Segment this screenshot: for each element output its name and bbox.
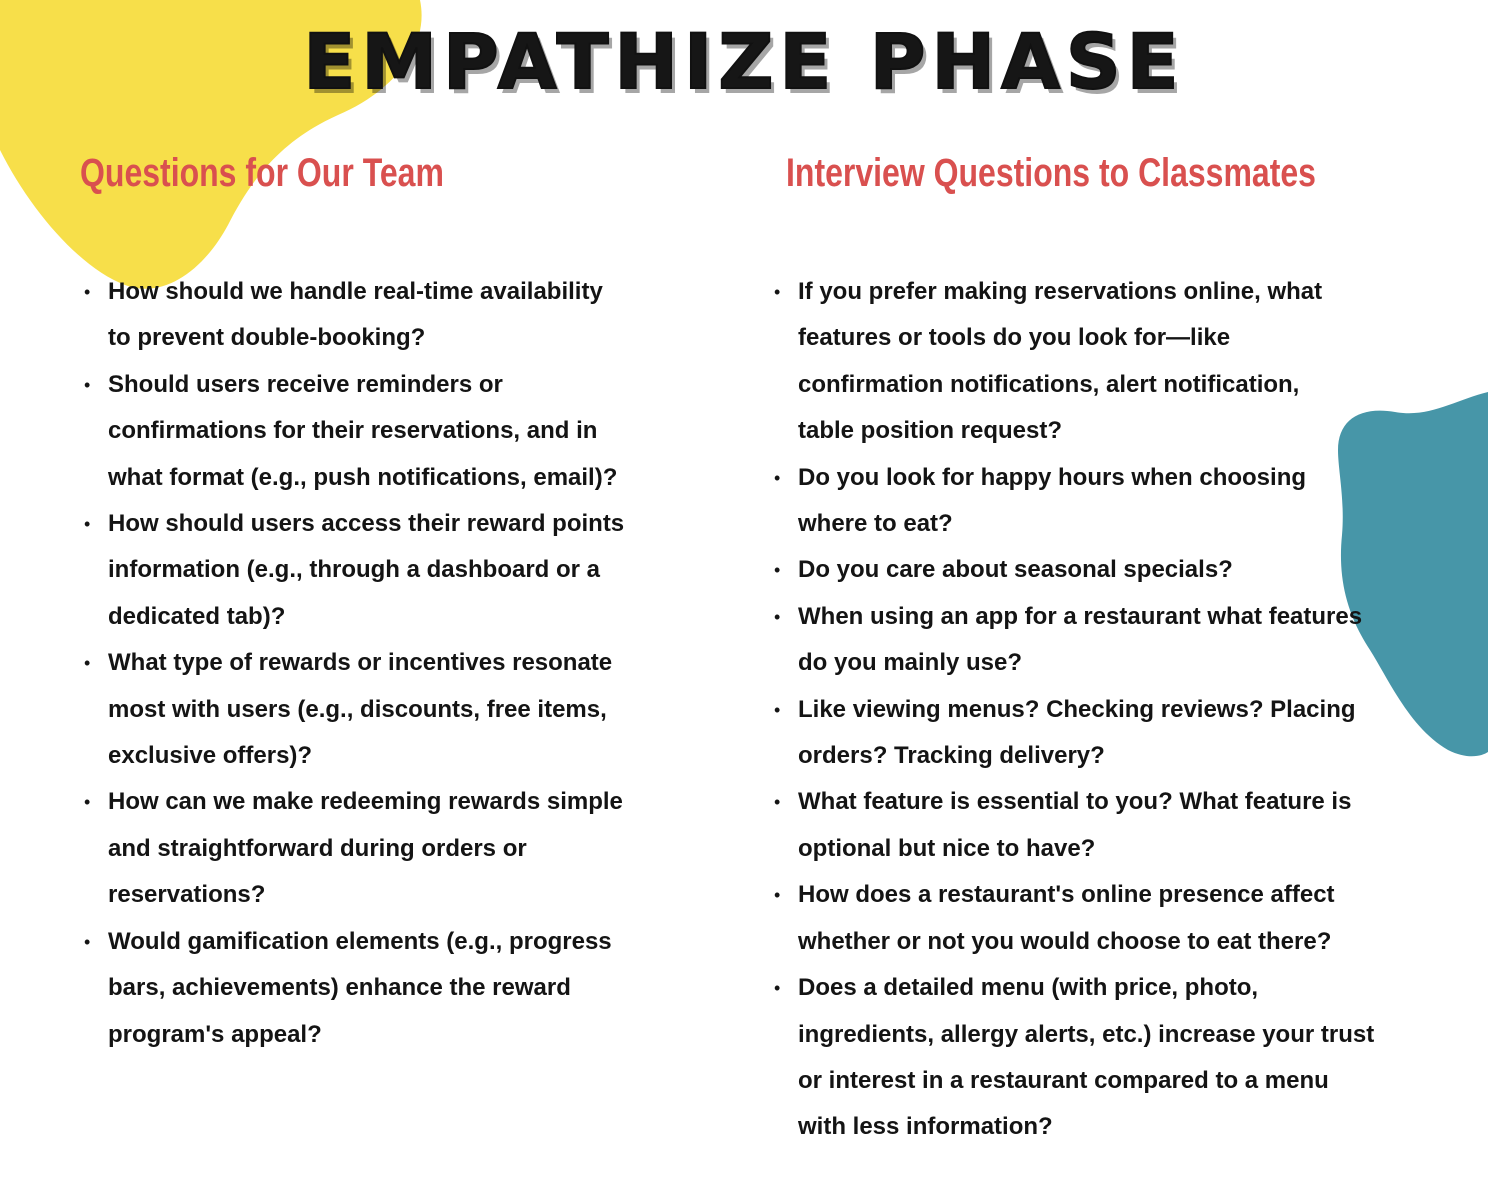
line: exclusive offers)? [108,742,313,770]
line: or interest in a restaurant compared to a menu [798,1066,1329,1094]
line: Like viewing menus? Checking reviews? Placing [798,695,1356,723]
bullet-icon: • [774,699,781,720]
line: where to eat? [798,510,953,538]
list-item [80,269,680,362]
line: confirmations for their reservations, and in [108,417,598,445]
bullet-icon: • [84,514,91,535]
line: How can we make redeeming rewards simple [108,788,623,816]
bullet-icon: • [774,606,781,627]
interview-questions-heading: Interview Questions to Classmates [786,151,1316,195]
line: Does a detailed menu (with price, photo, [798,974,1259,1002]
line: bars, achievements) enhance the reward [108,974,571,1002]
line: reservations? [108,881,266,909]
team-questions-heading: Questions for Our Team [80,151,444,195]
line: What feature is essential to you? What feature is [798,788,1352,816]
line: When using an app for a restaurant what features [798,602,1363,630]
bullet-icon: • [84,653,91,674]
line: and straightforward during orders or [108,834,527,862]
interview-questions-list [770,269,1430,1151]
line: Do you care about seasonal specials? [798,556,1233,584]
line: features or tools do you look for—like [798,324,1231,352]
list-item [80,919,680,1058]
line: Would gamification elements (e.g., progress [108,927,612,955]
bullet-icon: • [84,282,91,302]
list-item [80,501,680,640]
line: whether or not you would choose to eat there? [798,927,1332,955]
list-item [80,362,680,501]
list-item [770,547,1430,593]
line: program's appeal? [108,1020,322,1048]
line: How does a restaurant's online presence affect [798,881,1335,909]
bullet-icon: • [774,282,781,302]
list-item [770,269,1430,455]
line: with less information? [798,1113,1053,1141]
line: information (e.g., through a dashboard or a [108,556,601,584]
list-item [770,779,1430,872]
list-item [770,455,1430,548]
bullet-icon: • [774,560,781,581]
list-item [770,965,1430,1151]
line: Should users receive reminders or [108,370,503,398]
line: table position request? [798,417,1063,445]
bullet-icon: • [84,931,91,952]
line: what format (e.g., push notifications, email)? [108,463,618,491]
line: What type of rewards or incentives resonate [108,649,613,677]
line: How should users access their reward points [108,510,625,538]
list-item [80,640,680,779]
list-item [770,687,1430,780]
line: dedicated tab)? [108,602,286,630]
list-item [770,594,1430,687]
line: confirmation notifications, alert notification, [798,370,1300,398]
list-item [770,872,1430,965]
bullet-icon: • [774,885,781,906]
line: How should we handle real-time availability [108,278,603,305]
bullet-icon: • [774,978,781,999]
bullet-icon: • [774,792,781,813]
line: Do you look for happy hours when choosing [798,463,1307,491]
list-item [80,779,680,918]
line: to prevent double-booking? [108,324,426,352]
page-title: EMPATHIZE PHASE [303,17,1185,106]
line: most with users (e.g., discounts, free items, [108,695,607,723]
line: If you prefer making reservations online, what [798,278,1323,305]
line: orders? Tracking delivery? [798,742,1105,770]
line: do you mainly use? [798,649,1023,677]
line: ingredients, allergy alerts, etc.) increase your trust [798,1020,1375,1048]
team-questions-list [80,269,680,1058]
bullet-icon: • [774,467,781,488]
bullet-icon: • [84,374,91,395]
line: optional but nice to have? [798,834,1096,862]
bullet-icon: • [84,792,91,813]
